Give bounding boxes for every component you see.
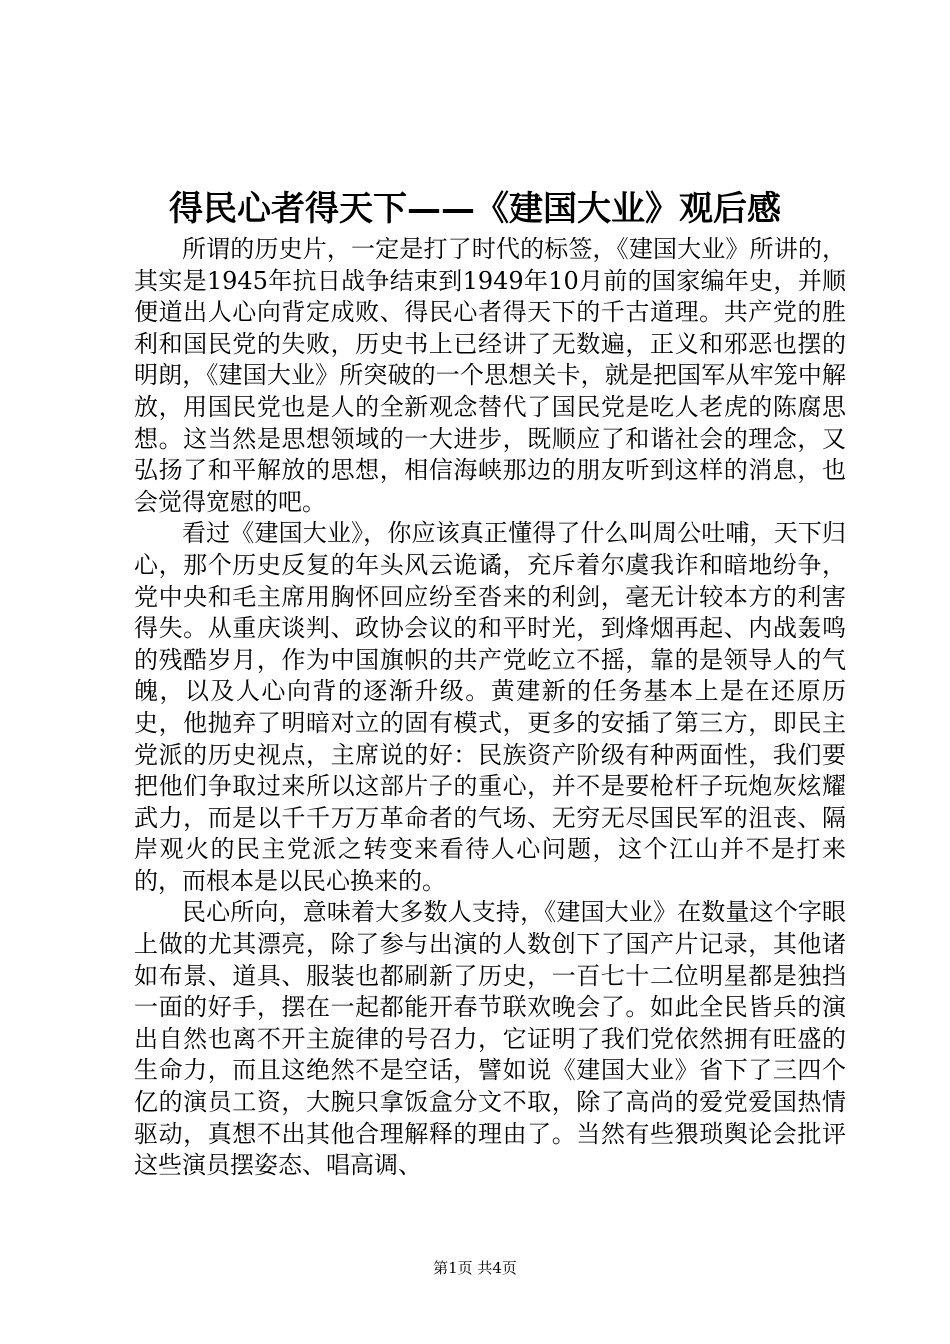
document-title: 得民心者得天下——《建国大业》观后感 — [169, 189, 781, 229]
paragraph: 所谓的历史片，一定是打了时代的标签，《建国大业》所讲的，其实是1945年抗日战争结束到1949年10月前的国家编年史，并顺便道出人心向背定成败、得民心者得天下的千古道理。共产党的胜利和国民党的失败，历史书上已经讲了无数遍，正义和邪恶也摆的明朗，《建国大业》所突破的一个思想关卡，就是把国军从牢笼中解放，用国民党也是人的全新观念替代了国民党是吃人老虎的陈腐思想。这当然是思想领域的一大进步，既顺应了和谐社会的理念，又弘扬了和平解放的思想，相信海峡那边的朋友听到这样的消息，也会觉得宽慰的吧。 — [134, 235, 846, 516]
document-body — [134, 234, 846, 1182]
paragraph: 民心所向，意味着大多数人支持，《建国大业》在数量这个字眼上做的尤其漂亮，除了参与出演的人数创下了国产片记录，其他诸如布景、道具、服装也都刷新了历史，一百七十二位明星都是独挡一面的好手，摆在一起都能开春节联欢晚会了。如此全民皆兵的演出自然也离不开主旋律的号召力，它证明了我们党依然拥有旺盛的生命力，而且这绝然不是空话，譬如说《建国大业》省下了三四个亿的演员工资，大腕只拿饭盒分文不取，除了高尚的爱党爱国热情驱动，真想不出其他合理解释的理由了。当然有些猥琐舆论会批评这些演员摆姿态、唱高调、 — [134, 898, 846, 1180]
page-number-footer: 第1页 共4页 — [433, 1259, 517, 1277]
paragraph: 看过《建国大业》，你应该真正懂得了什么叫周公吐哺，天下归心，那个历史反复的年头风云诡谲，充斥着尔虞我诈和暗地纷争，党中央和毛主席用胸怀回应纷至沓来的利剑，毫无计较本方的利害得失。从重庆谈判、政协会议的和平时光，到烽烟再起、内战轰鸣的残酷岁月，作为中国旗帜的共产党屹立不摇，靠的是领导人的气魄，以及人心向背的逐渐升级。黄建新的任务基本上是在还原历史，他抛弃了明暗对立的固有模式，更多的安插了第三方，即民主党派的历史视点，主席说的好：民族资产阶级有种两面性，我们要把他们争取过来所以这部片子的重心，并不是要枪杆子玩炮灰炫耀武力，而是以千千万万革命者的气场、无穷无尽国民军的沮丧、隔岸观火的民主党派之转变来看待人心问题，这个江山并不是打来的，而根本是以民心换来的。 — [134, 519, 846, 895]
